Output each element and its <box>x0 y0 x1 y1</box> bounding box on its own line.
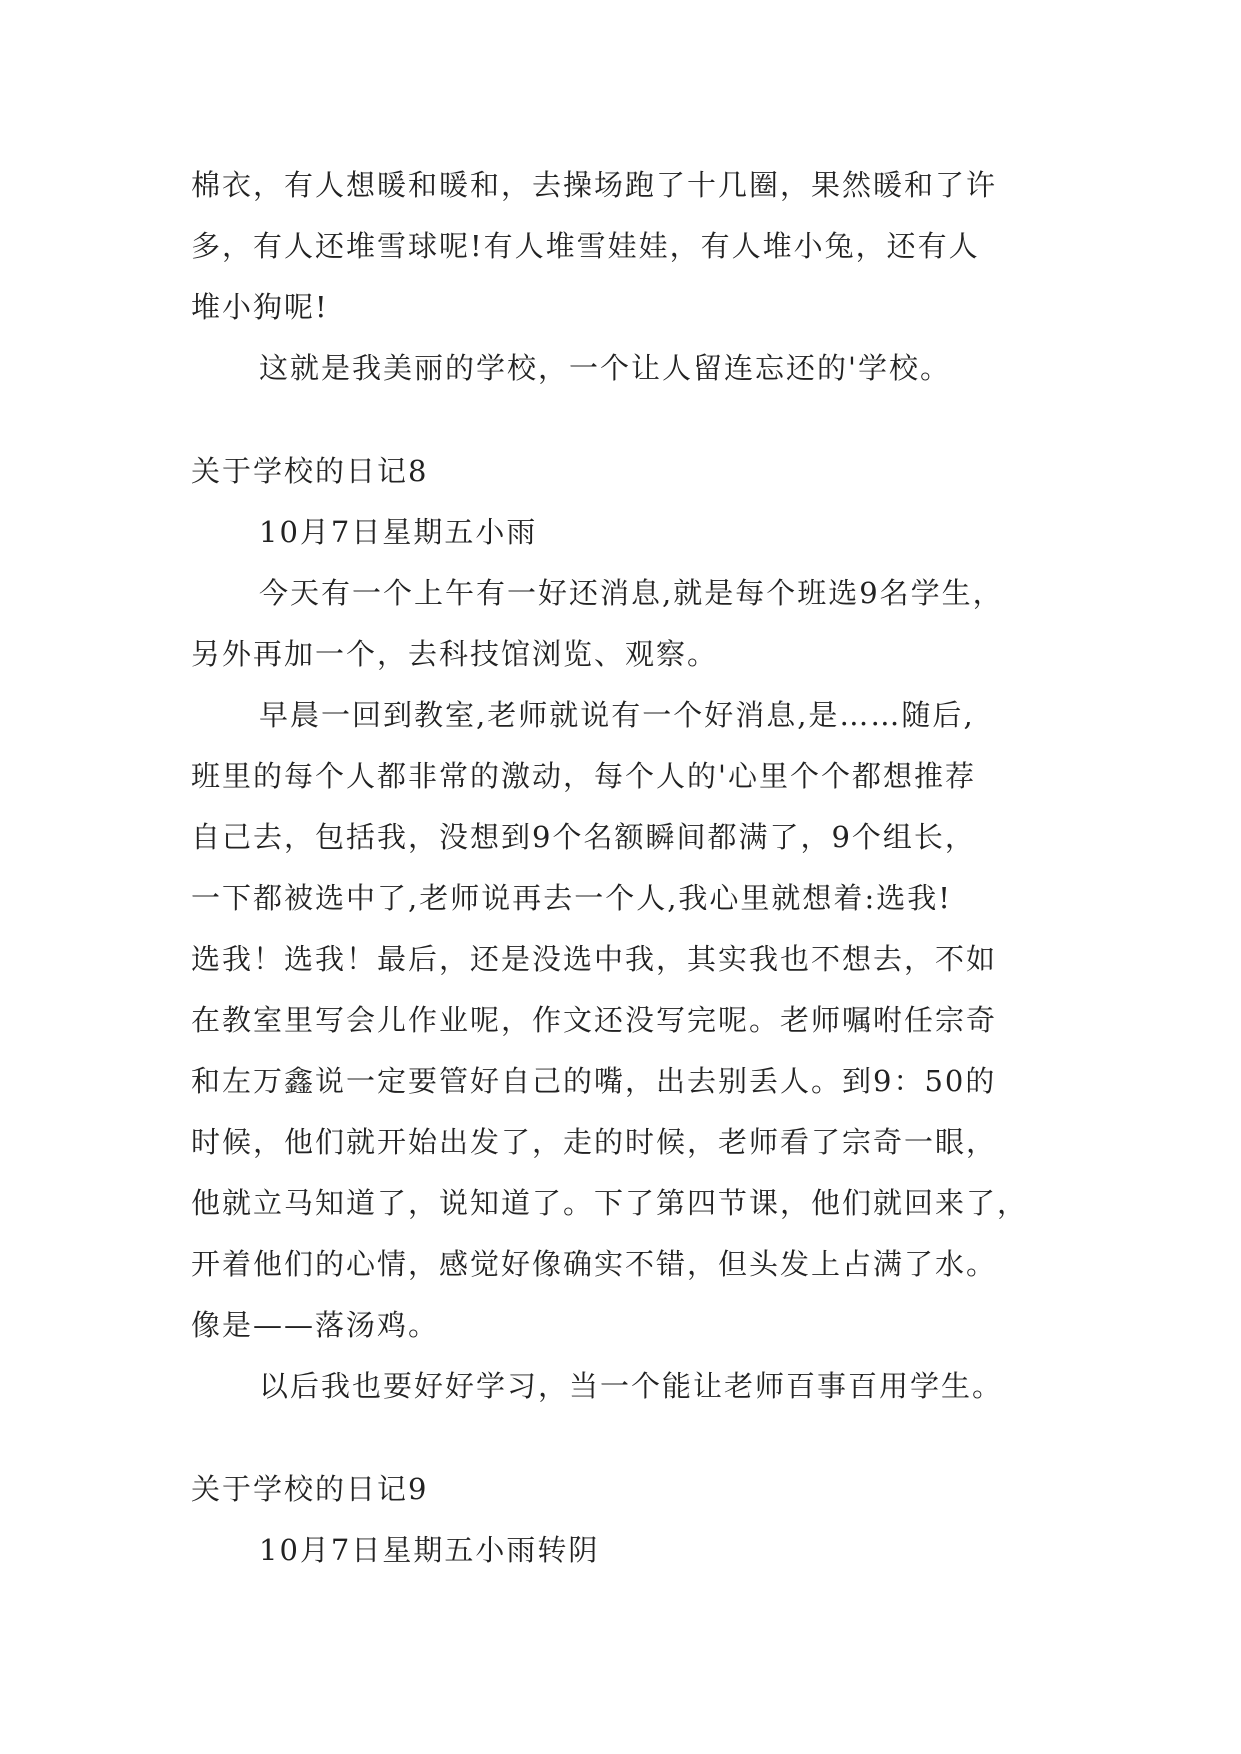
text-line: 时候，他们就开始出发了，走的时候，老师看了宗奇一眼， <box>191 1125 998 1159</box>
text-line: 一下都被选中了,老师说再去一个人,我心里就想着:选我! <box>191 881 952 915</box>
text-line: 像是——落汤鸡。 <box>191 1308 440 1342</box>
text-line: 早晨一回到教室,老师就说有一个好消息,是……随后, <box>259 698 975 732</box>
paragraph: 这就是我美丽的学校，一个让人留连忘还的'学校。 <box>259 351 951 385</box>
text-line: 多，有人还堆雪球呢!有人堆雪娃娃，有人堆小兔，还有人 <box>191 229 980 263</box>
text-line: 今天有一个上午有一好还消息,就是每个班选9名学生， <box>259 576 1004 610</box>
text-line: 选我！选我！最后，还是没选中我，其实我也不想去，不如 <box>191 942 998 976</box>
paragraph: 以后我也要好好学习，当一个能让老师百事百用学生。 <box>259 1369 1004 1403</box>
text-line: 棉衣，有人想暖和暖和，去操场跑了十几圈，果然暖和了许 <box>191 168 998 202</box>
text-line: 堆小狗呢! <box>191 290 329 324</box>
paragraph <box>191 685 1051 1356</box>
text-line: 开着他们的心情，感觉好像确实不错，但头发上占满了水。 <box>191 1247 998 1281</box>
diary-date: 10月7日星期五小雨转阴 <box>259 1533 600 1567</box>
paragraph <box>191 155 1051 338</box>
diary-date: 10月7日星期五小雨 <box>259 515 538 549</box>
section-title: 关于学校的日记9 <box>191 1472 429 1506</box>
section-gap <box>191 1417 1051 1459</box>
text-line: 在教室里写会儿作业呢，作文还没写完呢。老师嘱咐任宗奇 <box>191 1003 998 1037</box>
text-line: 和左万鑫说一定要管好自己的嘴，出去别丢人。到9：50的 <box>191 1064 997 1098</box>
paragraph <box>191 563 1051 685</box>
section-gap <box>191 399 1051 441</box>
text-line: 另外再加一个，去科技馆浏览、观察。 <box>191 637 719 671</box>
section-title: 关于学校的日记8 <box>191 454 429 488</box>
text-line: 自己去，包括我，没想到9个名额瞬间都满了，9个组长， <box>191 820 976 854</box>
text-line: 他就立马知道了，说知道了。下了第四节课，他们就回来了， <box>191 1186 1029 1220</box>
text-line: 班里的每个人都非常的激动，每个人的'心里个个都想推荐 <box>191 759 976 793</box>
document-page <box>191 155 1051 1581</box>
